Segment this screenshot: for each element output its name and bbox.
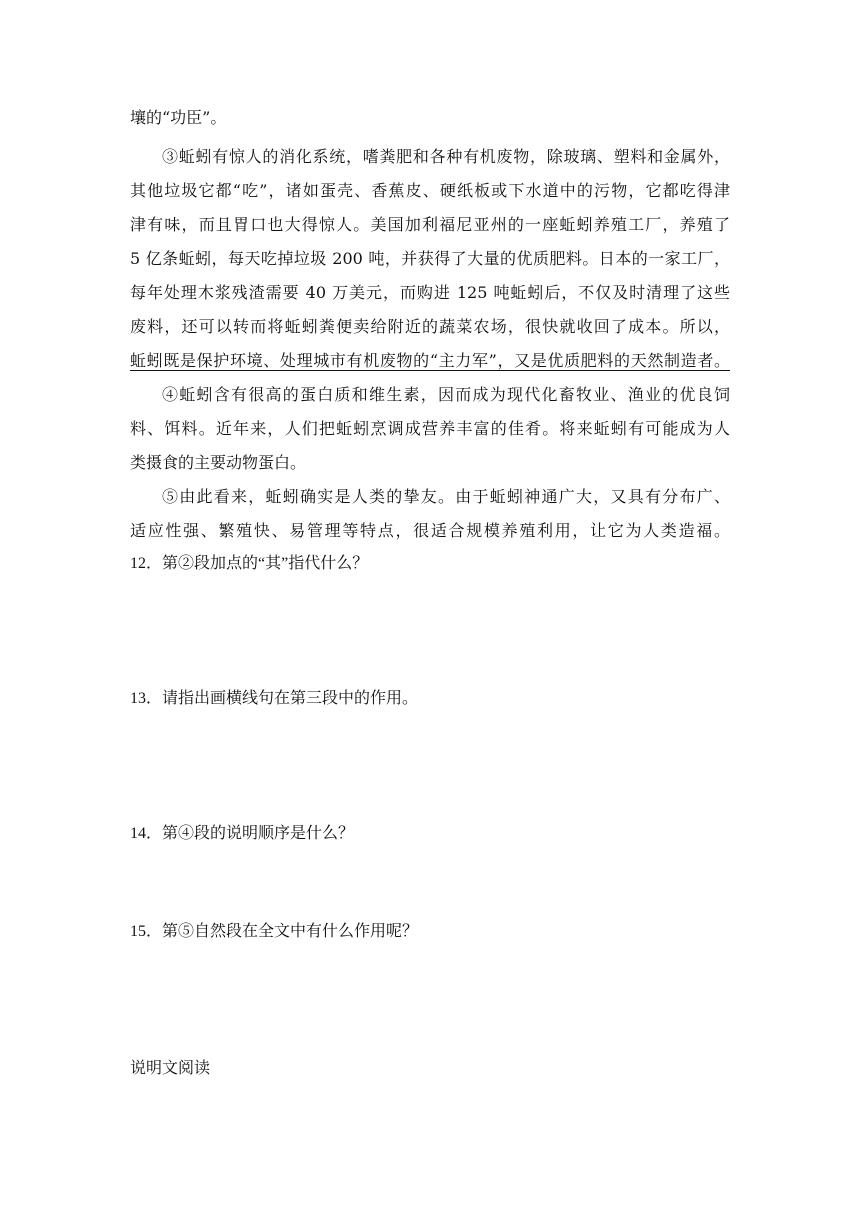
paragraph-3-line: 废料，还可以转而将蚯蚓粪便卖给附近的蔬菜农场，很快就收回了成本。所以， [130,317,730,336]
passage-line: 壤的“功臣”。 [130,108,227,127]
paragraph-5-line: ⑤由此看来，蚯蚓确实是人类的挚友。由于蚯蚓神通广大，又具有分布广、 [162,487,730,506]
section-title: 说明文阅读 [130,1058,211,1077]
paragraph-3-line: ③蚯蚓有惊人的消化系统，嗜粪肥和各种有机废物，除玻璃、塑料和金属外， [162,147,730,166]
paragraph-4-line: ④蚯蚓含有很高的蛋白质和维生素，因而成为现代化畜牧业、渔业的优良饲 [162,385,730,404]
question-15: 15．第⑤自然段在全文中有什么作用呢？ [130,923,419,940]
question-14: 14．第④段的说明顺序是什么？ [130,825,355,842]
paragraph-5-line: 适应性强、繁殖快、易管理等特点，很适合规模养殖利用，让它为人类造福。 [130,521,730,540]
paragraph-3-line: 每年处理木浆残渣需要 40 万美元，而购进 125 吨蚯蚓后，不仅及时清理了这些 [130,283,730,302]
question-13: 13．请指出画横线句在第三段中的作用。 [130,690,419,707]
paragraph-3-line: 其他垃圾它都“吃”，诸如蛋壳、香蕉皮、硬纸板或下水道中的污物，它都吃得津 [130,181,730,200]
paragraph-4-line: 类摄食的主要动物蛋白。 [130,453,307,472]
paragraph-3-line: 5 亿条蚯蚓，每天吃掉垃圾 200 吨，并获得了大量的优质肥料。日本的一家工厂， [130,249,730,268]
paragraph-3-line: 津有味，而且胃口也大得惊人。美国加利福尼亚州的一座蚯蚓养殖工厂，养殖了 [130,215,730,234]
paragraph-4-line: 料、饵料。近年来，人们把蚯蚓烹调成营养丰富的佳肴。将来蚯蚓有可能成为人 [130,419,730,438]
underlined-sentence: 蚯蚓既是保护环境、处理城市有机废物的“主力军”，又是优质肥料的天然制造者。 [130,351,730,370]
question-12: 12．第②段加点的“其”指代什么？ [130,555,369,572]
